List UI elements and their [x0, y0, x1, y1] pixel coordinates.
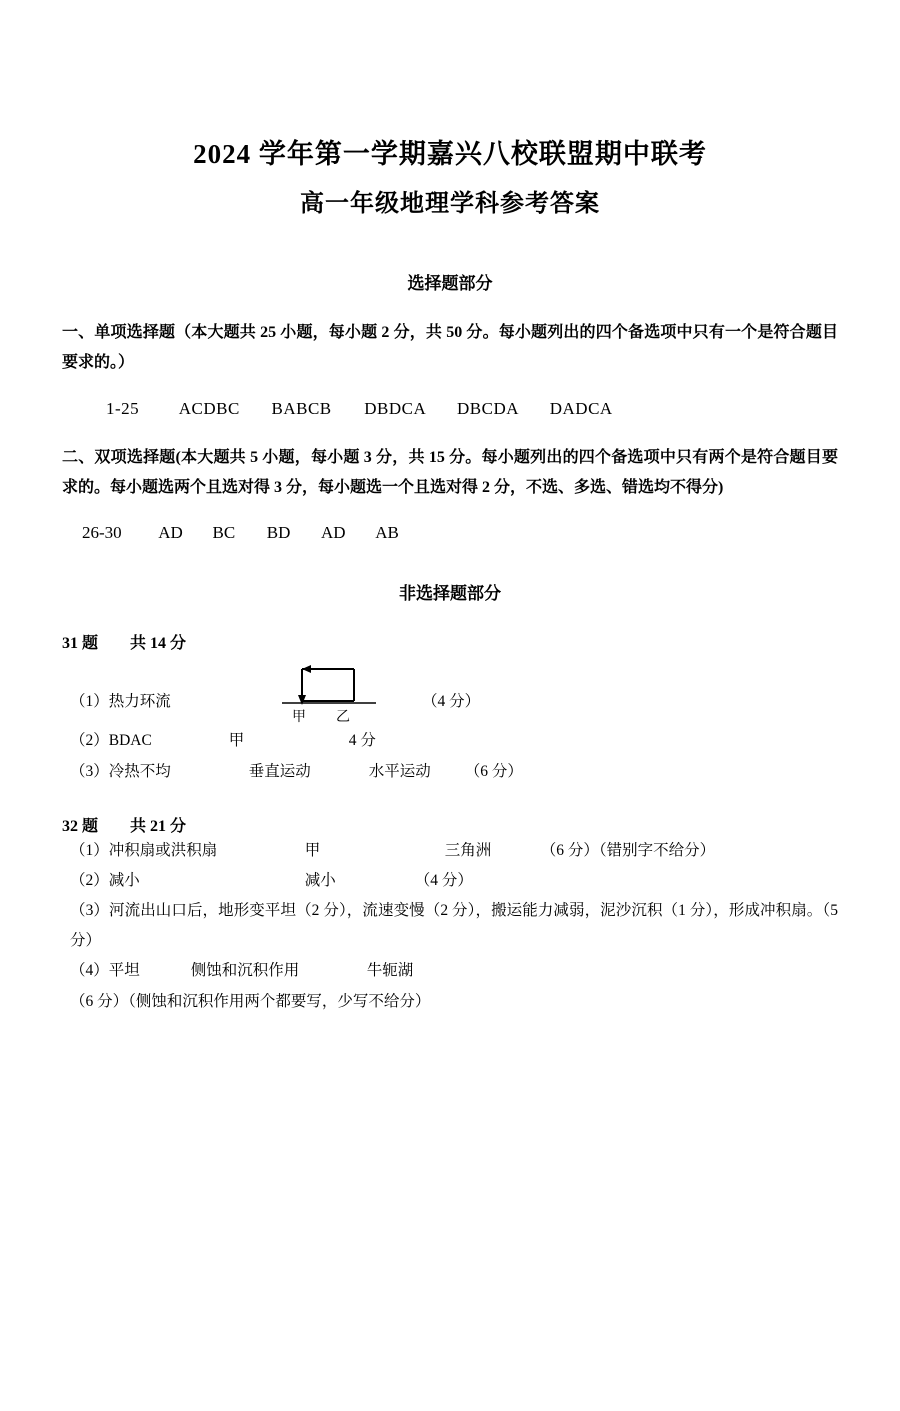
- answer-sheet-page: [0, 138, 900, 1411]
- question-31-sub3-label: （3）: [70, 762, 109, 780]
- question-32-score: 共 21 分: [130, 817, 187, 835]
- question-31-sub1-score: （4 分）: [422, 692, 481, 710]
- question-31-sub3-c: 水平运动: [368, 762, 431, 780]
- single-choice-heading: 一、单项选择题（本大题共 25 小题，每小题 2 分，共 50 分。每小题列出的四个备选项中只有一个是符合题目要求的。）: [62, 324, 838, 371]
- question-31-sub3-score: （6 分）: [464, 762, 523, 780]
- question-32-sub1-label: （1）: [70, 841, 109, 859]
- page-subtitle: 高一年级地理学科参考答案: [300, 191, 600, 218]
- question-31-sub3: [62, 756, 838, 787]
- single-choice-group-4: DBCDA: [457, 399, 520, 419]
- single-choice-group-5: DADCA: [549, 399, 613, 419]
- question-32-sub2-a: 减小: [108, 871, 140, 889]
- question-31-sub2: [62, 725, 838, 756]
- question-31-sub1: [62, 661, 838, 725]
- diagram-label-yi: 乙: [336, 709, 350, 725]
- question-31-sub3-a: 冷热不均: [108, 762, 171, 780]
- question-32-sub4: [62, 956, 838, 1016]
- question-32-sub1-score: （6 分）（错别字不给分）: [540, 841, 716, 859]
- question-32-sub1-a: 冲积扇或洪积扇: [108, 841, 218, 859]
- question-32-sub3-label: （3）: [70, 902, 110, 919]
- question-31-score: 共 14 分: [130, 634, 187, 652]
- question-32-sub4-c: 牛轭湖: [366, 962, 414, 980]
- double-choice-group-2: BC: [212, 522, 236, 542]
- question-32-sub3-text: 河流出山口后，地形变平坦（2 分），流速变慢（2 分），搬运能力减弱，泥沙沉积（1 分），形成冲积扇。（5 分）: [70, 902, 838, 950]
- question-32-sub4-score: （6 分）（侧蚀和沉积作用两个都要写，少写不给分）: [70, 992, 431, 1010]
- question-32-sub4-label: （4）: [70, 962, 109, 980]
- section-choice-heading: 选择题部分: [407, 274, 493, 294]
- section-nonchoice-heading: 非选择题部分: [399, 583, 501, 603]
- question-31-sub1-text: [70, 689, 171, 711]
- diagram-label-jia: 甲: [292, 709, 306, 725]
- question-31-sub2-mid: 甲: [228, 731, 245, 749]
- double-choice-group-3: BD: [266, 522, 291, 542]
- question-32-sub4-b: 侧蚀和沉积作用: [190, 962, 300, 980]
- question-32-sub1-c: 三角洲: [444, 841, 492, 859]
- question-32-sub1: [62, 836, 838, 866]
- question-31-number: 31 题: [62, 634, 99, 652]
- double-choice-answers: [62, 523, 838, 543]
- single-choice-group-1: ACDBC: [178, 399, 240, 419]
- question-32-number: 32 题: [62, 817, 99, 835]
- question-32-sub2: [62, 866, 838, 896]
- question-31-sub2-score: 4 分: [348, 731, 376, 749]
- question-32-sub2-label: （2）: [70, 871, 109, 889]
- double-choice-group-4: AD: [321, 522, 346, 542]
- question-31-sub1-answer: 热力环流: [108, 692, 171, 710]
- question-32-sub1-b: 甲: [304, 841, 321, 859]
- question-31-sub3-b: 垂直运动: [248, 762, 311, 780]
- thermal-circulation-diagram: [230, 661, 390, 725]
- question-32-sub4-a: 平坦: [108, 962, 140, 980]
- question-31-sub1-label: （1）: [70, 692, 109, 710]
- page-title: 2024 学年第一学期嘉兴八校联盟期中联考: [193, 139, 707, 169]
- single-choice-answers: [62, 399, 838, 419]
- single-choice-group-3: DBDCA: [364, 399, 427, 419]
- question-32-sub2-score: （4 分）: [414, 871, 473, 889]
- question-31-sub2-label: （2）: [70, 731, 109, 749]
- double-choice-heading: 二、双项选择题(本大题共 5 小题，每小题 3 分，共 15 分。每小题列出的四个备选项中只有两个是符合题目要求的。每小题选两个且选对得 3 分，每小题选一个且选对得 2 分，不选、多选、错选均不得分): [62, 449, 838, 496]
- question-31-heading: [62, 630, 838, 653]
- double-choice-group-5: AB: [375, 522, 399, 542]
- question-32-sub3: [62, 896, 838, 956]
- single-choice-group-2: BABCB: [271, 399, 332, 419]
- question-32-sub2-b: 减小: [304, 871, 336, 889]
- question-32-heading: [62, 813, 838, 836]
- double-choice-group-1: AD: [158, 522, 183, 542]
- question-31-sub2-answer: BDAC: [108, 731, 152, 749]
- single-choice-range: 1-25: [106, 399, 140, 419]
- double-choice-range: 26-30: [82, 522, 122, 542]
